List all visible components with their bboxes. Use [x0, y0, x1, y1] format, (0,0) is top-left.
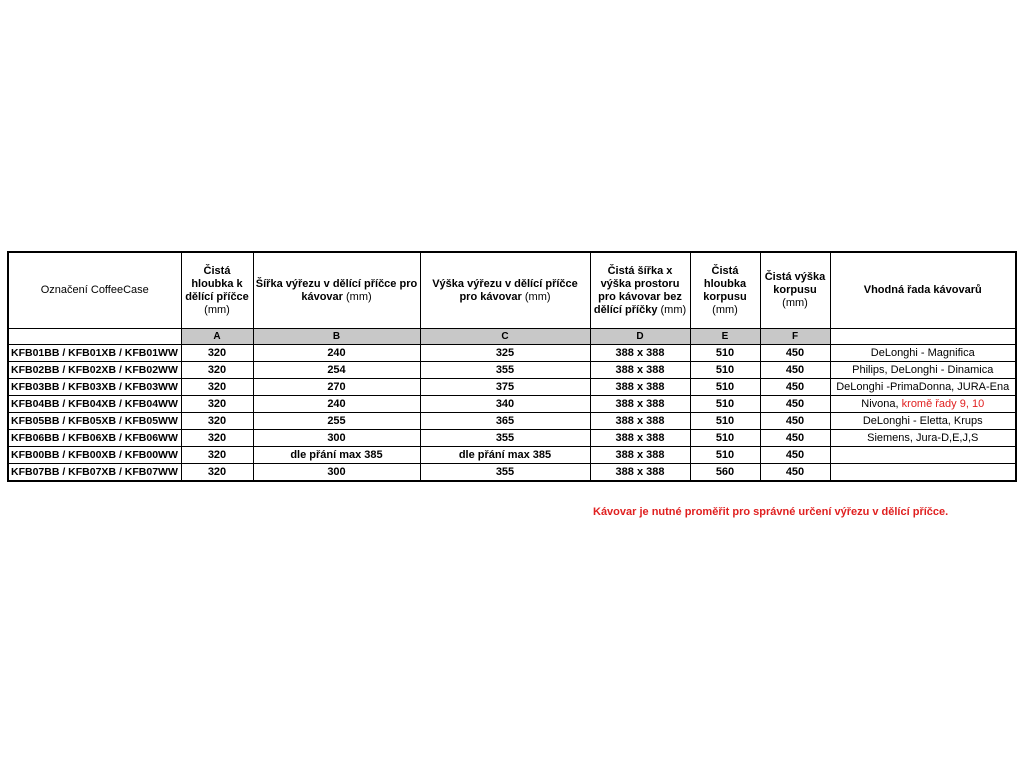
cell-c: dle přání max 385: [420, 447, 590, 464]
cell-d: 388 x 388: [590, 345, 690, 362]
cell-c: 365: [420, 413, 590, 430]
header-f-title: Čistá výška korpusu: [764, 271, 826, 296]
cell-a: 320: [181, 430, 253, 447]
header-row: [8, 252, 1016, 329]
cell-series: [830, 413, 1016, 430]
header-c-unit: (mm): [524, 290, 551, 303]
header-f-unit: (mm): [782, 297, 808, 309]
cell-b: dle přání max 385: [253, 447, 420, 464]
cell-f: 450: [760, 345, 830, 362]
letter-row: [8, 329, 1016, 345]
table-body: [8, 345, 1016, 482]
header-f: [760, 252, 830, 329]
table-row: [8, 396, 1016, 413]
table-row: [8, 447, 1016, 464]
cell-f: 450: [760, 447, 830, 464]
cell-a: 320: [181, 396, 253, 413]
table-row: [8, 430, 1016, 447]
cell-e: 510: [690, 396, 760, 413]
header-d-unit: (mm): [660, 303, 687, 316]
series-exception: kromě řady 9, 10: [901, 397, 985, 410]
series-text: Nivona,: [861, 397, 902, 410]
cell-d: 388 x 388: [590, 413, 690, 430]
cell-model: KFB02BB / KFB02XB / KFB02WW: [8, 362, 181, 379]
cell-series: [830, 396, 1016, 413]
cell-e: 510: [690, 362, 760, 379]
cell-model: KFB01BB / KFB01XB / KFB01WW: [8, 345, 181, 362]
cell-b: 300: [253, 430, 420, 447]
header-e-unit: (mm): [712, 303, 738, 316]
header-b: [253, 252, 420, 329]
header-a-unit: (mm): [204, 303, 230, 316]
series-text: DeLonghi - Eletta, Krups: [862, 414, 983, 427]
cell-d: 388 x 388: [590, 362, 690, 379]
cell-b: 254: [253, 362, 420, 379]
header-model: Označení CoffeeCase: [8, 252, 181, 329]
cell-b: 300: [253, 464, 420, 482]
table-row: [8, 413, 1016, 430]
cell-a: 320: [181, 447, 253, 464]
header-d-title: Čistá šířka x výška prostoru pro kávovar bez dělící příčky: [593, 264, 682, 316]
series-text: Philips, DeLonghi - Dinamica: [852, 363, 994, 376]
cell-e: 510: [690, 379, 760, 396]
cell-model: KFB04BB / KFB04XB / KFB04WW: [8, 396, 181, 413]
cell-series: [830, 464, 1016, 482]
cell-c: 355: [420, 430, 590, 447]
cell-model: KFB07BB / KFB07XB / KFB07WW: [8, 464, 181, 482]
cell-f: 450: [760, 413, 830, 430]
cell-c: 355: [420, 362, 590, 379]
cell-series: [830, 430, 1016, 447]
cell-model: KFB03BB / KFB03XB / KFB03WW: [8, 379, 181, 396]
header-b-unit: (mm): [346, 290, 372, 303]
cell-b: 255: [253, 413, 420, 430]
cell-model: KFB00BB / KFB00XB / KFB00WW: [8, 447, 181, 464]
cell-a: 320: [181, 464, 253, 482]
letter-f: F: [760, 329, 830, 345]
cell-b: 270: [253, 379, 420, 396]
header-b-title: Šířka výřezu v dělící příčce pro kávovar: [255, 277, 418, 303]
header-e-title: Čistá hloubka korpusu: [703, 264, 747, 303]
cell-f: 450: [760, 379, 830, 396]
cell-c: 325: [420, 345, 590, 362]
series-text: DeLonghi - Magnifica: [870, 346, 975, 359]
cell-a: 320: [181, 379, 253, 396]
letter-blank-left: [8, 329, 181, 345]
cell-f: 450: [760, 362, 830, 379]
letter-e: E: [690, 329, 760, 345]
header-e: [690, 252, 760, 329]
series-text: Siemens, Jura-D,E,J,S: [867, 431, 979, 444]
cell-f: 450: [760, 396, 830, 413]
letter-a: A: [181, 329, 253, 345]
header-d: [590, 252, 690, 329]
cell-e: 510: [690, 345, 760, 362]
spec-table: [7, 251, 1017, 482]
cell-a: 320: [181, 413, 253, 430]
letter-d: D: [590, 329, 690, 345]
cell-series: [830, 345, 1016, 362]
table-row: [8, 464, 1016, 482]
cell-b: 240: [253, 396, 420, 413]
letter-b: B: [253, 329, 420, 345]
letter-blank-right: [830, 329, 1016, 345]
table-row: [8, 345, 1016, 362]
cell-a: 320: [181, 345, 253, 362]
letter-c: C: [420, 329, 590, 345]
cell-c: 355: [420, 464, 590, 482]
measurement-note: Kávovar je nutné proměřit pro správné určení výřezu v dělící příčce.: [593, 506, 949, 518]
header-c: [420, 252, 590, 329]
cell-d: 388 x 388: [590, 464, 690, 482]
cell-a: 320: [181, 362, 253, 379]
cell-d: 388 x 388: [590, 396, 690, 413]
cell-e: 510: [690, 430, 760, 447]
table-row: [8, 362, 1016, 379]
cell-f: 450: [760, 430, 830, 447]
cell-f: 450: [760, 464, 830, 482]
cell-b: 240: [253, 345, 420, 362]
cell-c: 340: [420, 396, 590, 413]
header-series: Vhodná řada kávovarů: [830, 252, 1016, 329]
cell-model: KFB06BB / KFB06XB / KFB06WW: [8, 430, 181, 447]
cell-e: 560: [690, 464, 760, 482]
cell-d: 388 x 388: [590, 430, 690, 447]
cell-series: [830, 447, 1016, 464]
cell-d: 388 x 388: [590, 447, 690, 464]
header-a-title: Čistá hloubka k dělící příčce: [185, 264, 249, 303]
cell-model: KFB05BB / KFB05XB / KFB05WW: [8, 413, 181, 430]
cell-series: [830, 362, 1016, 379]
cell-e: 510: [690, 447, 760, 464]
cell-series: [830, 379, 1016, 396]
header-c-title: Výška výřezu v dělící příčce pro kávovar: [432, 277, 578, 303]
table-row: [8, 379, 1016, 396]
cell-e: 510: [690, 413, 760, 430]
series-text: DeLonghi -PrimaDonna, JURA-Ena: [836, 380, 1010, 393]
header-a: [181, 252, 253, 329]
cell-d: 388 x 388: [590, 379, 690, 396]
cell-c: 375: [420, 379, 590, 396]
